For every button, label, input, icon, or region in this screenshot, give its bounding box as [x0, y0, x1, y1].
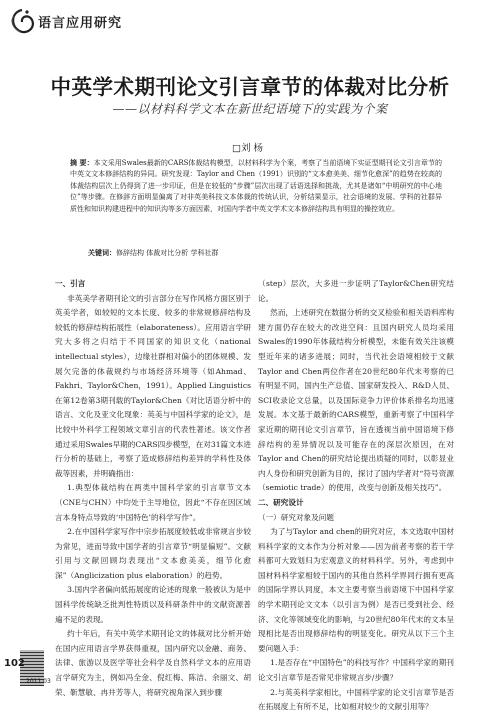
body-paragraph: 约十年后，有关中英学术期刊论文的体裁对比分析开始在国内应用语言学界获得重视，国内研究以金融、商务、法律、旅游以及医学等社会科学及自然科学文本的应用语言学研究为主，例如冯全金、倪红梅、陈洁、余丽文、胡荣、靳慧敏、冉井芳等人，将研究视角深入到步骤: [55, 629, 251, 697]
right-column: [258, 277, 454, 712]
journal-section-header: [8, 6, 492, 38]
article-title: 中英学术期刊论文引言章节的体裁对比分析: [50, 75, 450, 99]
keywords-text: 修辞结构 体裁对比分析 学科社群: [116, 249, 219, 257]
body-paragraph: 2.与英美科学家相比，中国科学家的论文引言章节是否在拓展度上有所不足，比如相对较少的文献引用等？: [258, 687, 454, 712]
body-paragraph: 1.是否存在“中国特色”的科技写作？中国科学家的期刊论文引言章节是否常见非常规言步/步骤？: [258, 658, 454, 683]
abstract-label: 摘 要：: [70, 159, 94, 167]
keywords: [88, 248, 218, 258]
page-number: 102: [4, 658, 25, 669]
abstract-text: 本文采用Swales最新的CARS体裁结构模型，以材料科学为个案，考察了当前语境下实证型期刊论文引言章节的中英文文本修辞结构的异同。研究发现：Taylor and Chen（1991）识别的“文本愈美美、细节化愈深”的趋势在较高的体裁结构层次上仍得到了进一步印证，但是在较低的“步骤”层次出现了话语选择和挑战，尤其是诸如“中明研究的中心地位”等步骤。在修辞方面明显偏离了对非英美科技文本体裁的传统认识，分析结果显示，社会语境的发展、学科的社群异质性和知识构建进程中的知识沟等多方面因素，对国内学者中英文学术文本修辞结构具有明显的操控效应。: [70, 159, 442, 213]
body-paragraph: （一）研究对象及问题: [258, 512, 334, 522]
section-heading: 二、研究设计: [258, 497, 304, 507]
abstract: [70, 158, 442, 215]
issue-date: 2011.03: [26, 678, 51, 685]
section-label: 语言应用研究: [38, 16, 123, 31]
body-paragraph: 非英美学者期刊论文的引言部分在写作风格方面区别于英美学者，如较短的文本长度、较多的非常规修辞结构及较低的修辞结构拓展性（elaborateness）。应用语言学研究大多将之归结于不同国家的知识文化（national intellectual styles），边缘社群相对偏小的团体规模、发展欠完备的体裁规约与市场经济环境等（如Ahmad、Fakhri、Taylor&Chen，1991）。Applied Linguistics在第12卷第3期刊载的Taylor&Chen《对比话语分析中的语言、文化及亚文化现象：英美与中国科学家的论文》，是比较中外科学工程领域文章引言的代表性著述。该文作者通过采用Swales早期的CARS四步模型，在对31篇文本进行分析的基础上，考察了造成修辞结构差异的学科性及体裁等因素，并明确指出：: [55, 293, 251, 478]
body-paragraph: 2.在中国科学家写作中宗步拓展度较低或非常规言步较为常见，进而导致中国学者的引言章节“明显偏短”。文献引用与文献回顾均表现出“文本愈美美，细节化愈深”（Anglicization plus elaboration）的趋势。: [55, 527, 251, 580]
article-subtitle: ——以材料科学文本在新世纪语境下的实践为个案: [112, 102, 388, 116]
body-paragraph: （step）层次，大多进一步证明了Taylor&Chen研究结论。: [258, 279, 454, 303]
body-paragraph: 1.典型体裁结构在两类中国科学家的引言章节文本（CNE与CHN）中均处于主导地位，因此“不存在因区域言本身特点导致的‘中国特色’的科学写作”。: [55, 483, 251, 522]
body-paragraph: 为了与Taylor and chen的研究对应，本文选取中国材料科学家的文本作为分析对象——因为前者考察的若干学科都可大致划归为宏观意义的材料科学。另外，考虑到中国材料科学家相较于国内的其他自然科学界同行拥有更高的国际学界认同度，本文主要考察当前语境下中国科学家的学术期刊论文文本（以引言为例）是否已受到社会、经济、文化等领域变化的影响，与20世纪80年代末的文本呈现相比是否出现修辞结构的明显变化。研究从以下三个主要问题入手：: [258, 527, 454, 653]
section-heading: 一、引言: [55, 279, 86, 288]
author: □刘 杨: [232, 143, 263, 154]
keywords-label: 关键词：: [88, 249, 116, 257]
body-paragraph: 3.国内学者偏向低拓展度的论述的现象一般被认为是中国科学传统缺乏批判性特质以及科研条件中的文献资源普遍不足的表现。: [55, 585, 251, 624]
body-paragraph: 然而，上述研究在数据分析的交叉检验和相关语料库构建方面仍存在较大的改进空间：且国内研究人员均采用Swales的1990年体裁结构分析模型，未能有效关注该模型近年来的诸多进展；同时，当代社会语境相较于文献Taylor and Chen两位作者在20世纪80年代末考察的已有明显不同，国内生产总值、国家研发投入、R&D人员、SCI收录论文总量，以及国际竞争力评价体系排名均迅速发展。本文基于最新的CARS模型，重新考察了中国科学家近期的期刊论文引言章节，旨在透视当前中国语境下修辞结构的差异情况以及可能存在的深层次原因，在对Taylor and Chen的研究结论提出质疑的同时，以彰显业内人身份和研究创新为目的，探讨了国内学者对“符号资源（semiotic trade）的使用，改变与创新及相关技巧”。: [258, 308, 454, 493]
left-column: [55, 277, 251, 697]
